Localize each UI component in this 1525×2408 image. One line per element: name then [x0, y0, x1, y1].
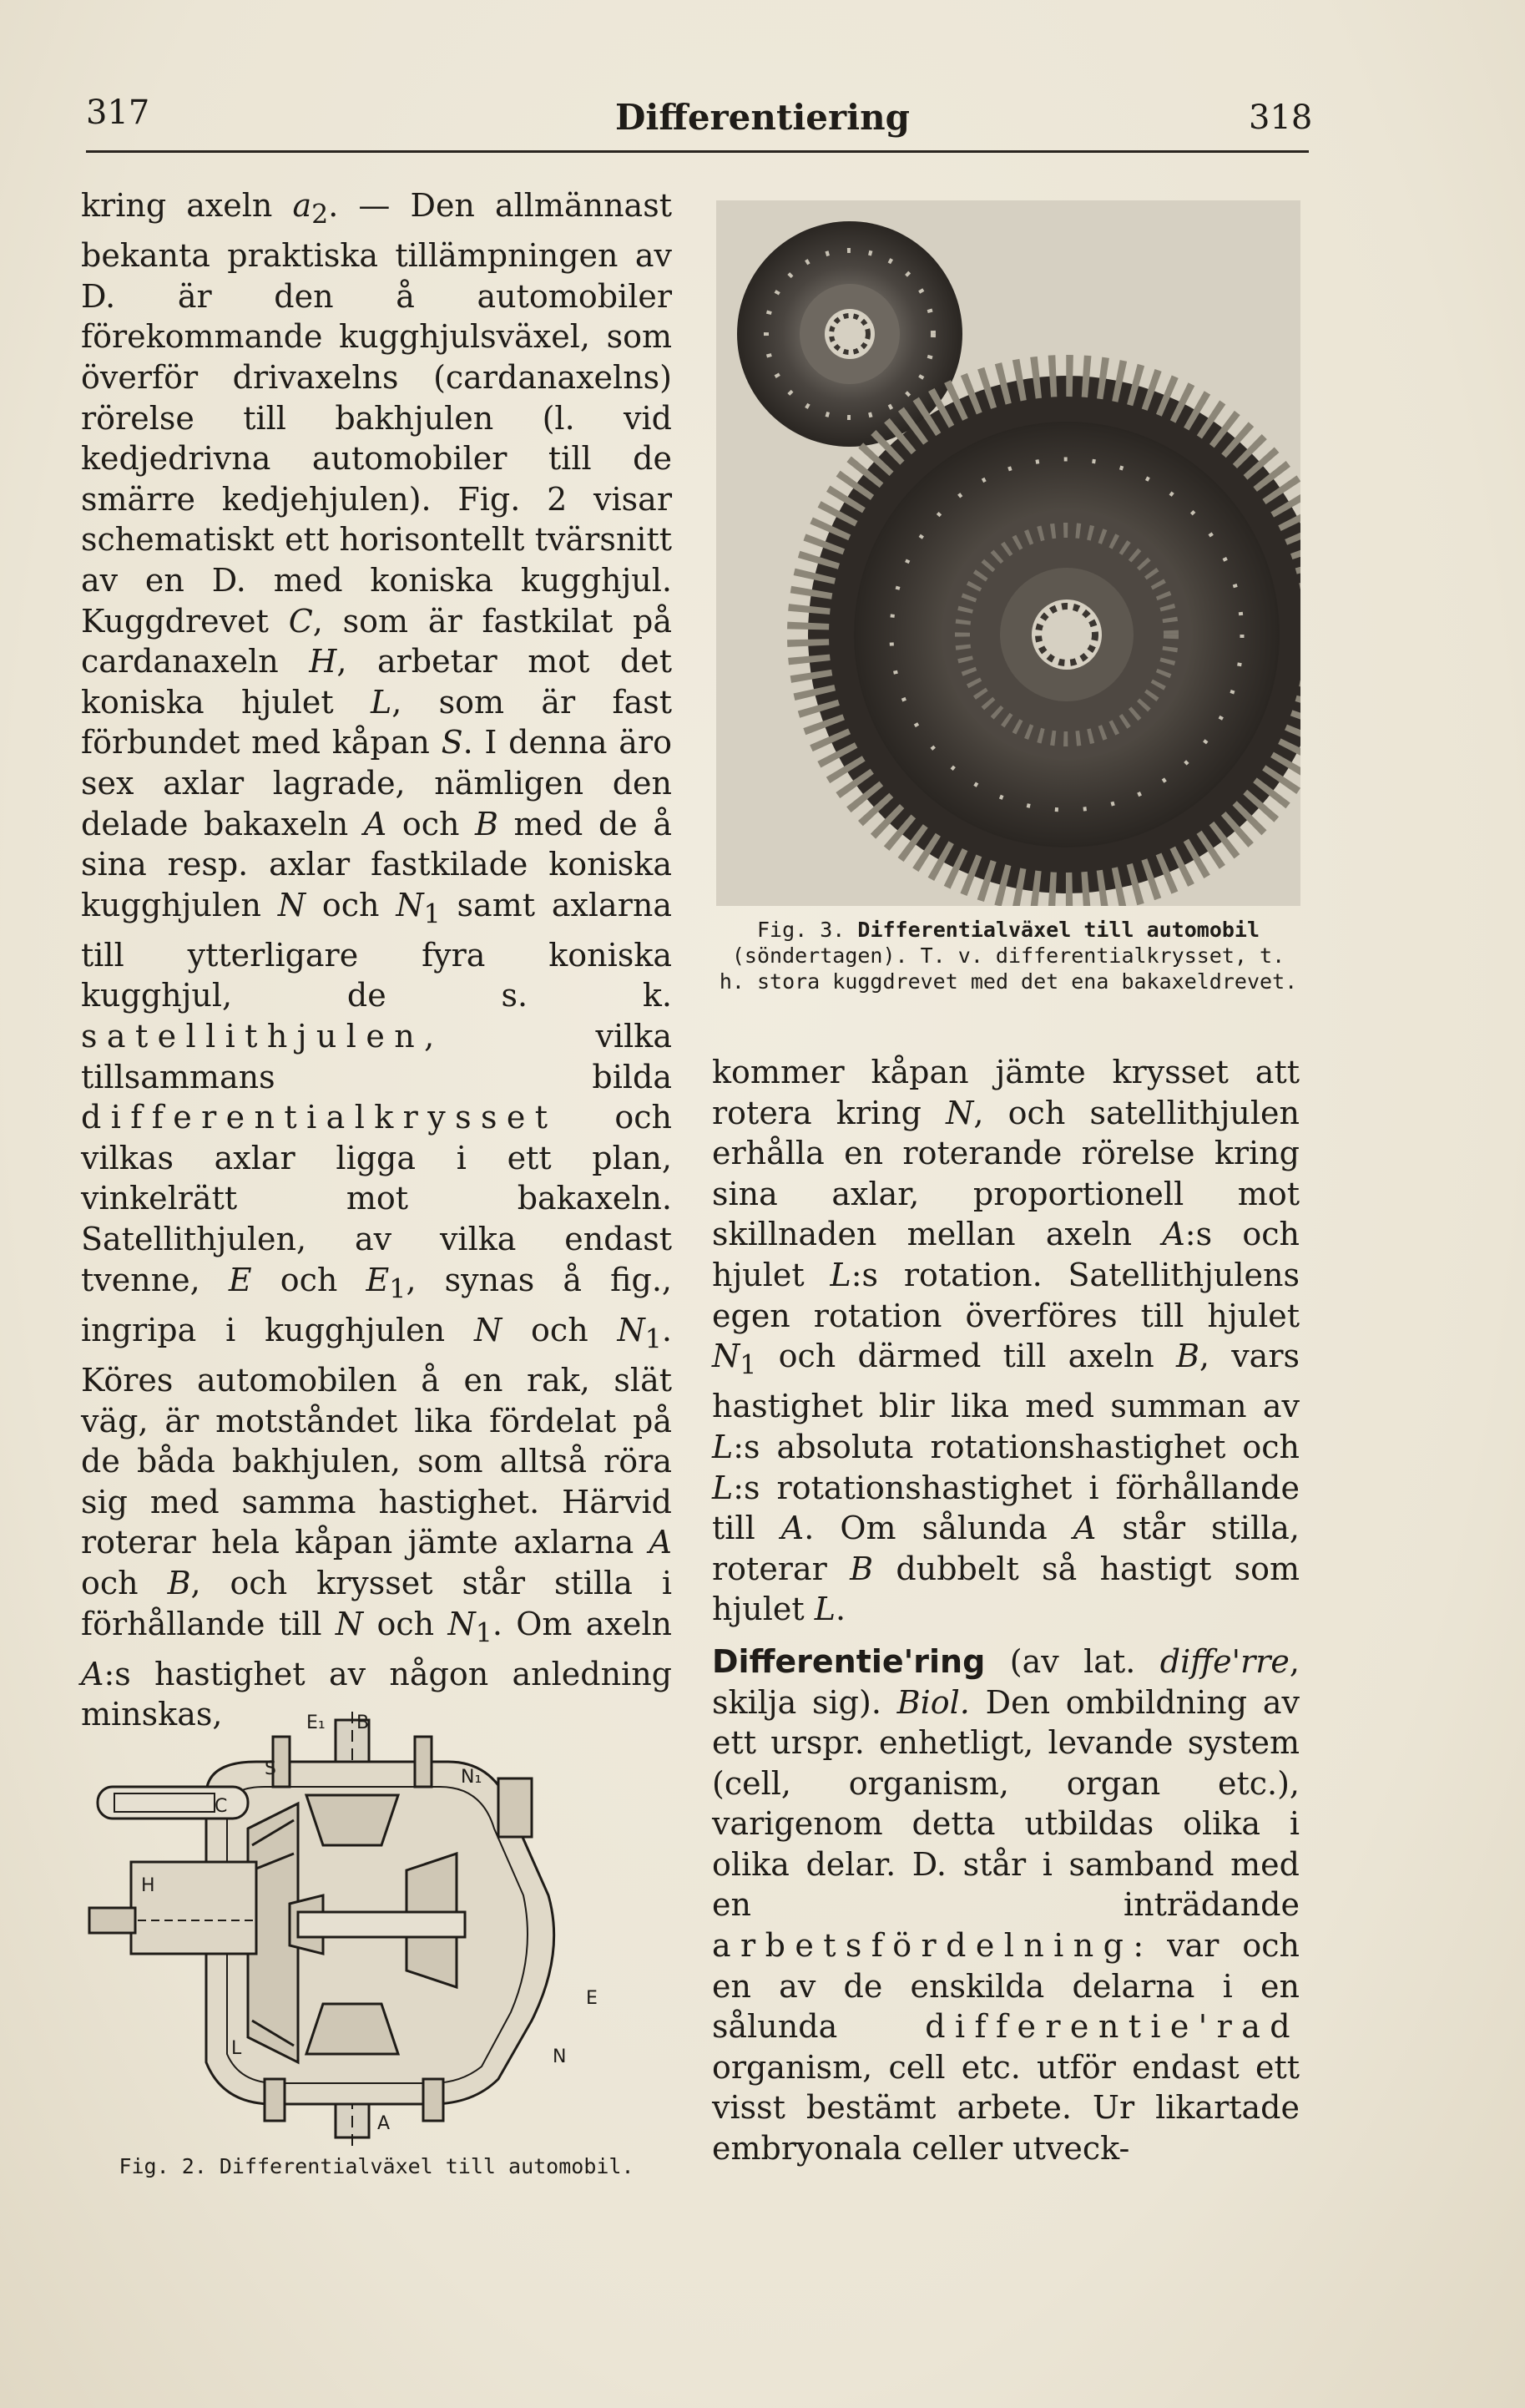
page-number-left: 317: [86, 94, 150, 132]
term-differentialkrysset: differentialkrysset: [81, 1099, 558, 1136]
figure-2-caption: Fig. 2. Differentialväxel till automobil.: [119, 2154, 634, 2178]
differential-schematic: [81, 1703, 672, 2154]
left-column: [81, 185, 672, 1735]
label-S: S: [265, 1758, 276, 1779]
label-E: E: [586, 1988, 598, 2009]
term-differentierad: differentie'rad: [925, 2008, 1300, 2046]
running-title: Differentiering: [614, 97, 911, 138]
left-paragraph: kring axeln $a_2$. — Den allmännast bekanta praktiska tillämpningen av D. är den å automobiler förekommande kugghjulsväxel, som överför drivaxelns (cardanaxelns) rörelse till bakhjulen (l. vid kedjedrivna automobiler till de smärre kedjehjulen). Fig. 2 visar schematiskt ett horisontellt tvärsnitt av en D. med koniska kugghjul. Kuggdrevet C, som är fastkilat på cardanaxeln H, arbetar mot det koniska hjulet L, som är fast förbundet med kåpan S. I denna äro sex axlar lagrade, nämligen den delade bakaxeln A och B med de å sina resp. axlar fastkilade koniska kugghjulen N och $N_1$ samt axlarna till ytterligare fyra koniska kugghjul, de s. k. satellithjulen, vilka tillsammans bilda differentialkrysset och vilkas axlar ligga i ett plan, vinkelrätt mot bakaxeln. Satellithjulen, av vilka endast tvenne, E och $E_1$, synas å fig., ingripa i kugghjulen N och $N_1$. Köres automobilen å en rak, slät väg, är motståndet lika fördelat på de båda bakhjulen, som alltså röra sig med samma hastighet. Härvid roterar hela kåpan jämte axlarna A och B, och krysset står stilla i förhållande till N och $N_1$. Om axeln A:s hastighet av någon anledning minskas,: [81, 187, 673, 1733]
differential-photo: [716, 200, 1300, 906]
right-paragraph-1: kommer kåpan jämte krysset att rotera kring N, och satellithjulen erhålla en roterande rörelse kring sina axlar, proportionell mot skillnaden mellan axeln A:s och hjulet L:s rotation. Satellithjulens egen rotation överföres till hjulet $N_1$ och därmed till axeln B, vars hastighet blir lika med summan av L:s absoluta rotationshastighet och L:s rotationshastighet i förhållande till A. Om sålunda A står stilla, roterar B dubbelt så hastigt som hjulet L.: [712, 1054, 1300, 1628]
label-N: N: [553, 2046, 567, 2067]
label-N1: N₁: [461, 1767, 482, 1788]
running-header: [0, 94, 1525, 144]
label-C: C: [215, 1796, 228, 1817]
figure-3-photo: [716, 200, 1300, 906]
figure-2-diagram: [81, 1703, 672, 2154]
label-A: A: [377, 2113, 391, 2134]
term-satellithjulen: satellithjulen: [81, 1018, 425, 1055]
dictionary-entry: Differentie'ring (av lat. diffe'rre, skilja sig). Biol. Den ombildning av ett urspr. enhetligt, levande system (cell, organism, organ etc.), varigenom detta utbildas olika i olika delar. D. står i samband med en inträdande arbetsfördelning: var och en av de enskilda delarna i en sålunda differentie'rad organism, cell etc. utför endast ett visst bestämt arbete. Ur likartade embryonala celler utveck-: [712, 1642, 1300, 2168]
term-arbetsfordelning: arbetsfördelning: [712, 1927, 1134, 1965]
entry-headword: Differentie'ring: [712, 1642, 986, 1680]
figure-3-caption: Fig. 3. Differentialväxel till automobil (söndertagen). T. v. differentialkrysset, t. h. stora kuggdrevet med det ena bakaxeldrevet.: [719, 918, 1298, 994]
right-column: [712, 1052, 1300, 2169]
label-E1: E₁: [306, 1712, 326, 1733]
label-B: B: [356, 1712, 370, 1733]
label-L: L: [231, 2038, 242, 2059]
label-H: H: [141, 1875, 155, 1896]
page-number-right: 318: [1249, 99, 1313, 137]
header-rule: [86, 150, 1309, 153]
